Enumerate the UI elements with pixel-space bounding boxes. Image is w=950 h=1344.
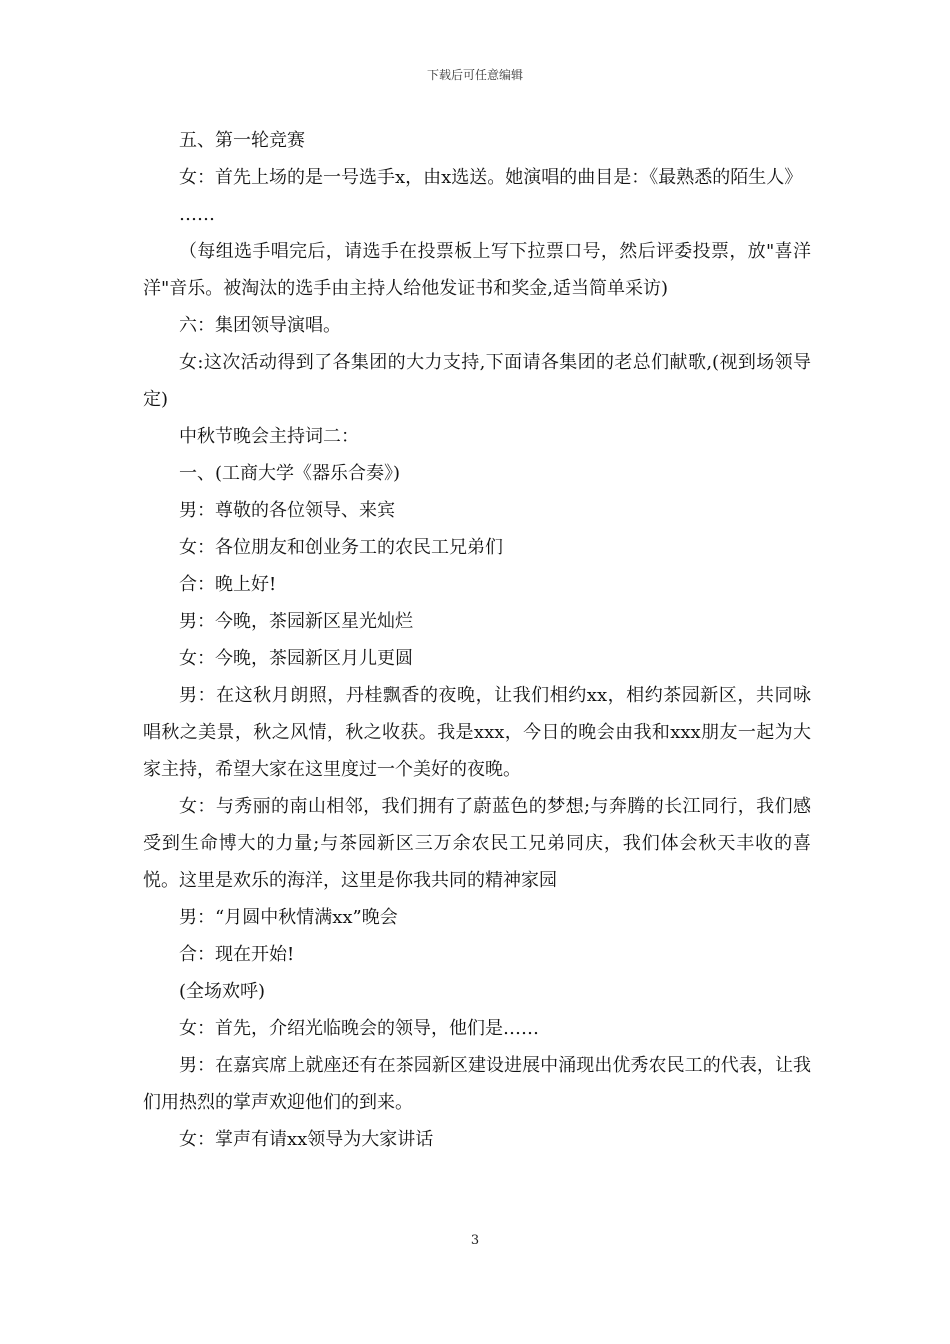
paragraph: 男：“月圆中秋情满xx”晚会 [179,907,398,928]
paragraph: 男：尊敬的各位领导、来宾 [179,500,395,521]
document-body [143,122,811,1158]
paragraph: （每组选手唱完后，请选手在投票板上写下拉票口号，然后评委投票，放"喜洋洋"音乐。被淘汰的选手由主持人给他发证书和奖金,适当简单采访) [143,241,811,299]
paragraph: (全场欢呼) [179,981,266,1002]
paragraph: 女:这次活动得到了各集团的大力支持,下面请各集团的老总们献歌,(视到场领导定) [143,352,811,410]
page-number: 3 [470,1233,480,1248]
paragraph: 六：集团领导演唱。 [179,315,341,336]
page-header: 下载后可任意编辑 [426,68,523,82]
paragraph: 合：晚上好! [179,574,277,595]
paragraph: 女：与秀丽的南山相邻，我们拥有了蔚蓝色的梦想;与奔腾的长江同行，我们感受到生命博大的力量;与茶园新区三万余农民工兄弟同庆，我们体会秋天丰收的喜悦。这里是欢乐的海洋，这里是你我共同的精神家园 [143,796,811,891]
paragraph: 女：首先，介绍光临晚会的领导，他们是…… [179,1018,539,1039]
paragraph: 男：在这秋月朗照，丹桂飘香的夜晚，让我们相约xx，相约茶园新区，共同咏唱秋之美景，秋之风情，秋之收获。我是xxx，今日的晚会由我和xxx朋友一起为大家主持，希望大家在这里度过一个美好的夜晚。 [143,685,811,780]
paragraph: …… [179,204,215,225]
paragraph: 女：各位朋友和创业务工的农民工兄弟们 [179,537,503,558]
paragraph: 一、(工商大学《器乐合奏》) [179,463,401,484]
paragraph: 女：今晚，茶园新区月儿更圆 [179,648,413,669]
paragraph: 男：今晚，茶园新区星光灿烂 [179,611,413,632]
paragraph: 中秋节晚会主持词二： [179,426,359,447]
paragraph: 合：现在开始! [179,944,295,965]
paragraph: 男：在嘉宾席上就座还有在茶园新区建设进展中涌现出优秀农民工的代表，让我们用热烈的掌声欢迎他们的到来。 [143,1055,811,1113]
paragraph: 女：首先上场的是一号选手x，由x选送。她演唱的曲目是：《最熟悉的陌生人》 [179,167,803,188]
paragraph: 女：掌声有请xx领导为大家讲话 [179,1129,434,1150]
paragraph: 五、第一轮竞赛 [179,130,305,151]
